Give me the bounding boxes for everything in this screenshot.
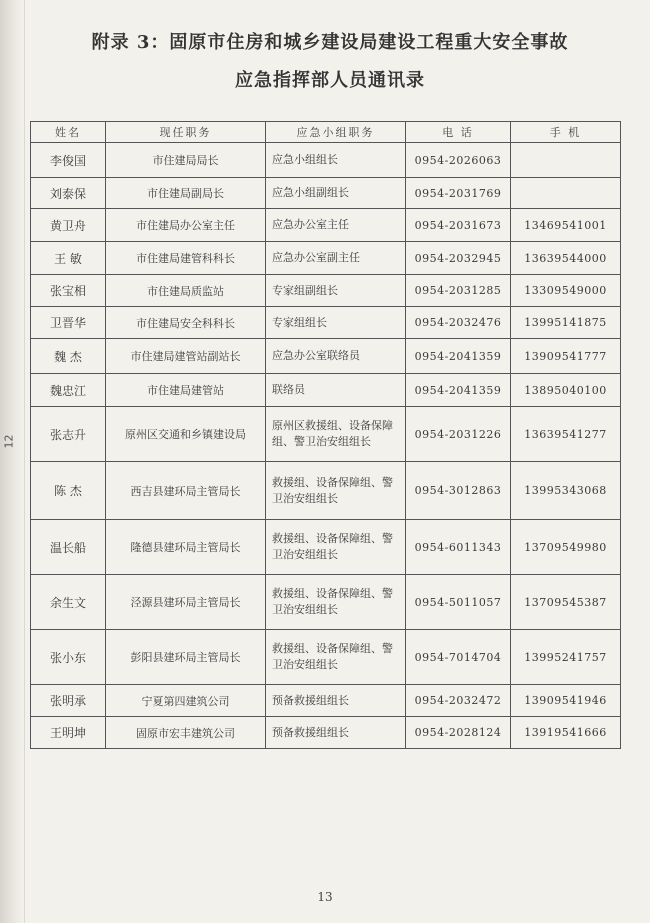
- cell-mobile: 13995241757: [511, 630, 621, 685]
- cell-name: 陈 杰: [31, 462, 106, 520]
- cell-role: 救援组、设备保障组、警卫治安组组长: [266, 630, 406, 685]
- cell-mobile: 13995141875: [511, 307, 621, 339]
- cell-position: 彭阳县建环局主管局长: [106, 630, 266, 685]
- cell-tel: 0954-2032472: [406, 685, 511, 717]
- table-row: [31, 630, 621, 685]
- cell-position: 泾源县建环局主管局长: [106, 575, 266, 630]
- cell-name: 余生文: [31, 575, 106, 630]
- cell-tel: 0954-6011343: [406, 520, 511, 575]
- table-row: [31, 307, 621, 339]
- cell-role: 救援组、设备保障组、警卫治安组组长: [266, 575, 406, 630]
- side-page-mark: 12: [2, 434, 16, 449]
- cell-tel: 0954-2028124: [406, 717, 511, 749]
- table-body: [31, 143, 621, 749]
- header-role: 应急小组职务: [266, 122, 406, 143]
- cell-role: 应急办公室副主任: [266, 242, 406, 275]
- cell-mobile: [511, 178, 621, 209]
- cell-name: 魏 杰: [31, 339, 106, 374]
- cell-position: 宁夏第四建筑公司: [106, 685, 266, 717]
- contact-table: [30, 121, 621, 749]
- cell-mobile: 13709545387: [511, 575, 621, 630]
- page-number: 13: [317, 890, 333, 904]
- header-tel: 电 话: [406, 122, 511, 143]
- table-row: [31, 242, 621, 275]
- cell-role: 救援组、设备保障组、警卫治安组组长: [266, 520, 406, 575]
- table-row: [31, 462, 621, 520]
- cell-name: 王明坤: [31, 717, 106, 749]
- cell-position: 西吉县建环局主管局长: [106, 462, 266, 520]
- cell-position: 市住建局办公室主任: [106, 209, 266, 242]
- table-row: [31, 374, 621, 407]
- cell-role: 原州区救援组、设备保障组、警卫治安组组长: [266, 407, 406, 462]
- cell-tel: 0954-2032945: [406, 242, 511, 275]
- cell-role: 应急办公室联络员: [266, 339, 406, 374]
- table-row: [31, 339, 621, 374]
- cell-tel: 0954-2041359: [406, 374, 511, 407]
- cell-mobile: [511, 143, 621, 178]
- cell-role: 救援组、设备保障组、警卫治安组组长: [266, 462, 406, 520]
- cell-tel: 0954-2032476: [406, 307, 511, 339]
- cell-tel: 0954-2031285: [406, 275, 511, 307]
- cell-position: 市住建局建管站: [106, 374, 266, 407]
- cell-role: 预备救援组组长: [266, 685, 406, 717]
- cell-name: 王 敏: [31, 242, 106, 275]
- cell-mobile: 13909541777: [511, 339, 621, 374]
- table-row: [31, 209, 621, 242]
- cell-mobile: 13909541946: [511, 685, 621, 717]
- cell-mobile: 13309549000: [511, 275, 621, 307]
- cell-tel: 0954-2031769: [406, 178, 511, 209]
- table-row: [31, 717, 621, 749]
- cell-role: 应急办公室主任: [266, 209, 406, 242]
- title-line-2: 应急指挥部人员通讯录: [235, 70, 425, 91]
- table-row: [31, 685, 621, 717]
- cell-name: 张志升: [31, 407, 106, 462]
- header-name: 姓名: [31, 122, 106, 143]
- table-row: [31, 143, 621, 178]
- cell-mobile: 13919541666: [511, 717, 621, 749]
- cell-position: 市住建局安全科科长: [106, 307, 266, 339]
- cell-mobile: 13639544000: [511, 242, 621, 275]
- cell-role: 应急小组副组长: [266, 178, 406, 209]
- header-position: 现任职务: [106, 122, 266, 143]
- cell-mobile: 13639541277: [511, 407, 621, 462]
- cell-name: 张明承: [31, 685, 106, 717]
- cell-mobile: 13469541001: [511, 209, 621, 242]
- cell-tel: 0954-2031673: [406, 209, 511, 242]
- cell-name: 刘泰保: [31, 178, 106, 209]
- cell-mobile: 13709549980: [511, 520, 621, 575]
- cell-tel: 0954-3012863: [406, 462, 511, 520]
- cell-position: 市住建局建管科科长: [106, 242, 266, 275]
- cell-role: 专家组副组长: [266, 275, 406, 307]
- cell-position: 隆德县建环局主管局长: [106, 520, 266, 575]
- cell-position: 市住建局建管站副站长: [106, 339, 266, 374]
- binding-edge: [0, 0, 25, 923]
- cell-mobile: 13995343068: [511, 462, 621, 520]
- table-row: [31, 520, 621, 575]
- table-header-row: [31, 122, 621, 143]
- cell-name: 温长船: [31, 520, 106, 575]
- cell-name: 黄卫舟: [31, 209, 106, 242]
- cell-tel: 0954-5011057: [406, 575, 511, 630]
- cell-position: 市住建局质监站: [106, 275, 266, 307]
- cell-position: 市住建局副局长: [106, 178, 266, 209]
- cell-role: 应急小组组长: [266, 143, 406, 178]
- title-line-1: 附录 3：固原市住房和城乡建设局建设工程重大安全事故: [91, 32, 569, 53]
- cell-name: 李俊国: [31, 143, 106, 178]
- cell-name: 魏忠江: [31, 374, 106, 407]
- cell-tel: 0954-7014704: [406, 630, 511, 685]
- cell-mobile: 13895040100: [511, 374, 621, 407]
- cell-position: 固原市宏丰建筑公司: [106, 717, 266, 749]
- cell-tel: 0954-2031226: [406, 407, 511, 462]
- cell-role: 联络员: [266, 374, 406, 407]
- cell-name: 张宝相: [31, 275, 106, 307]
- cell-position: 市住建局局长: [106, 143, 266, 178]
- cell-role: 专家组组长: [266, 307, 406, 339]
- cell-tel: 0954-2026063: [406, 143, 511, 178]
- cell-role: 预备救援组组长: [266, 717, 406, 749]
- cell-name: 卫晋华: [31, 307, 106, 339]
- table-row: [31, 575, 621, 630]
- table-row: [31, 407, 621, 462]
- table-row: [31, 178, 621, 209]
- table-row: [31, 275, 621, 307]
- cell-position: 原州区交通和乡镇建设局: [106, 407, 266, 462]
- header-mobile: 手 机: [511, 122, 621, 143]
- cell-name: 张小东: [31, 630, 106, 685]
- cell-tel: 0954-2041359: [406, 339, 511, 374]
